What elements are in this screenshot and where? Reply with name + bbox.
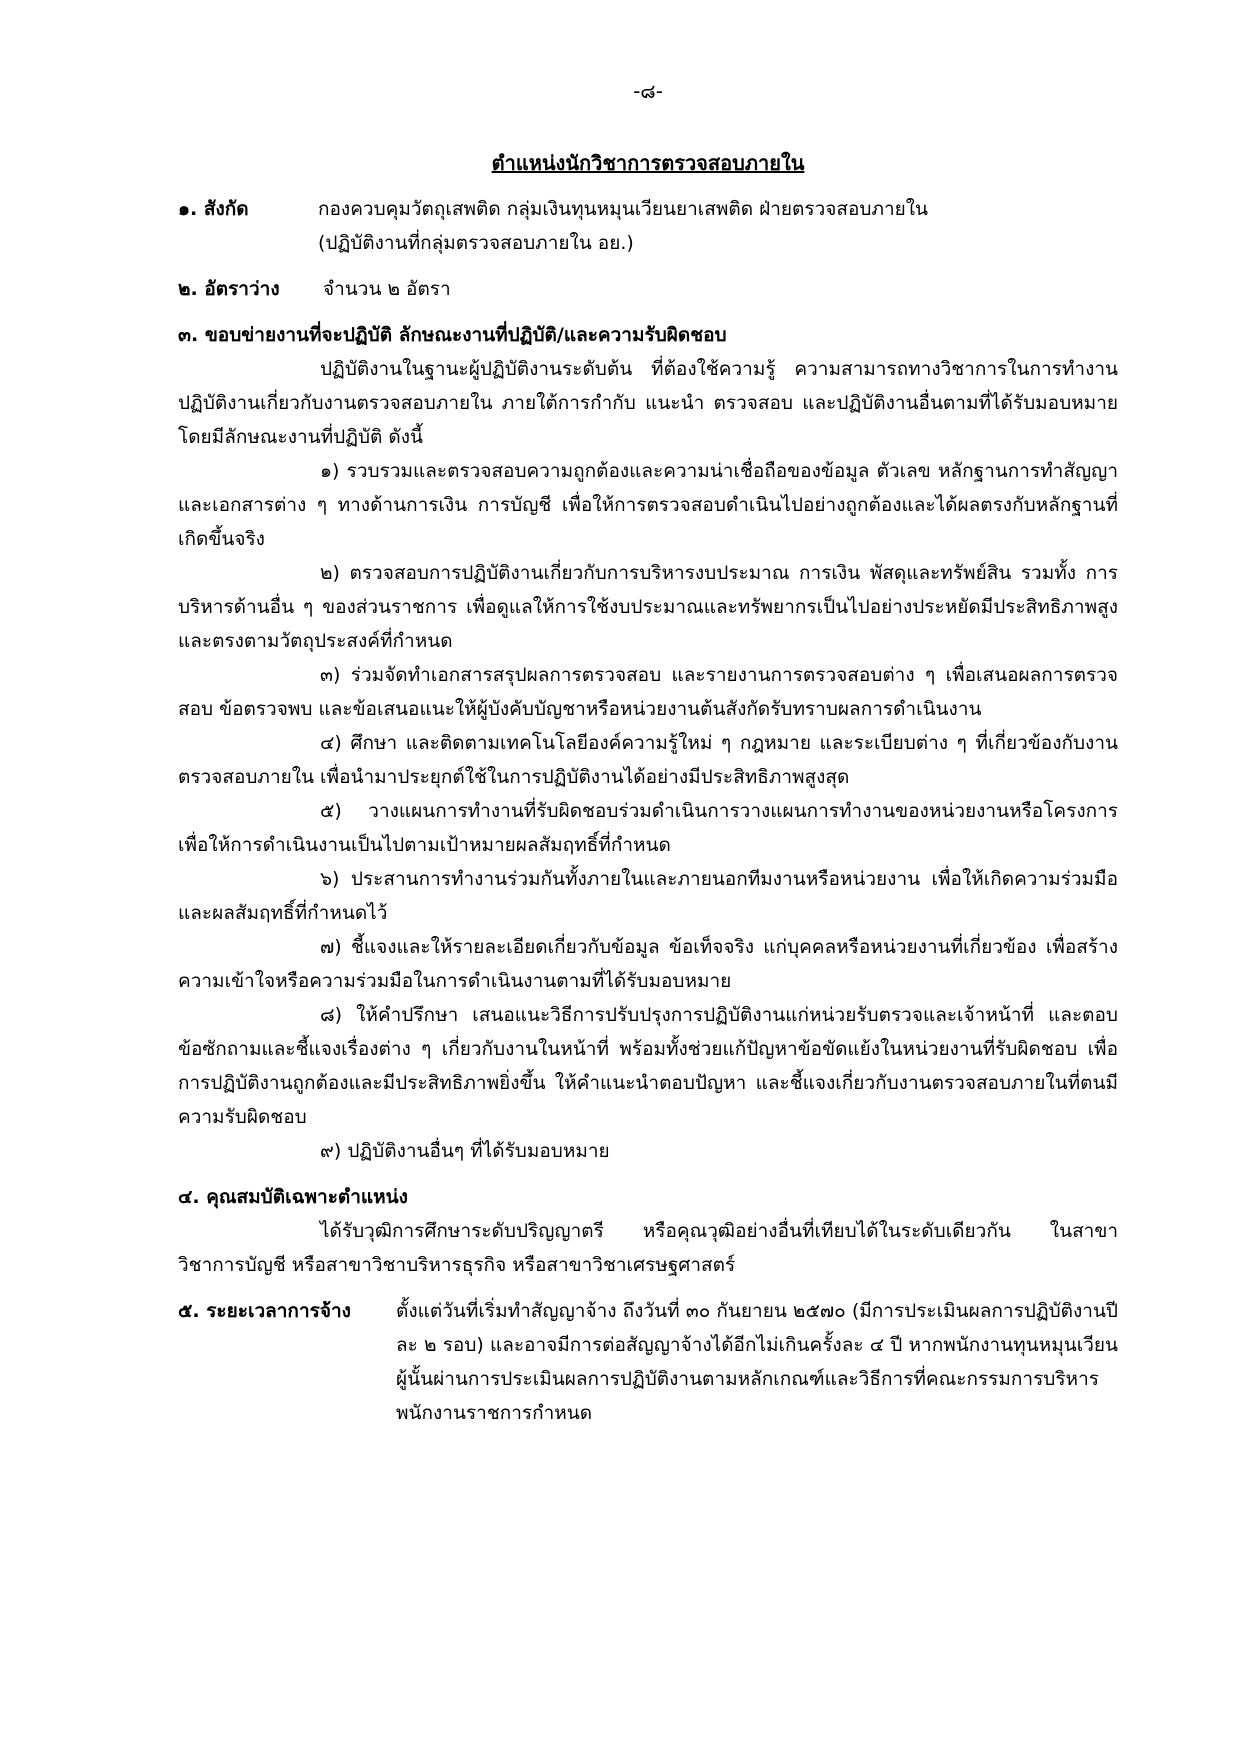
section-employment-period-text: ตั้งแต่วันที่เริ่มทำสัญญาจ้าง ถึงวันที่ ๓๐ กันยายน ๒๕๗๐ (มีการประเมินผลการปฏิบัติงานปีละ ๒ รอบ) และอาจมีการต่อสัญญาจ้างได้อีกไม่เกินครั้งละ ๔ ปี หากพนักงานทุนหมุนเวียนผู้นั้นผ่านการประเมินผลการปฏิบัติงานตามหลักเกณฑ์และวิธีการที่คณะกรรมการบริหารพนักงานราชการกำหนด bbox=[396, 1300, 1118, 1424]
section-affiliation-label: ๑. สังกัด bbox=[178, 198, 249, 220]
section-scope-intro: ปฏิบัติงานในฐานะผู้ปฏิบัติงานระดับต้น ที่ต้องใช้ความรู้ ความสามารถทางวิชาการในการทำงาน ปฏิบัติงานเกี่ยวกับงานตรวจสอบภายใน ภายใต้การกำกับ แนะนำ ตรวจสอบ และปฏิบัติงานอื่นตามที่ได้รับมอบหมายโดยมีลักษณะงานที่ปฏิบัติ ดังนี้ bbox=[178, 358, 1118, 448]
section-vacancy-label: ๒. อัตราว่าง bbox=[178, 278, 280, 300]
scope-item-3: ๓) ร่วมจัดทำเอกสารสรุปผลการตรวจสอบ และรายงานการตรวจสอบต่าง ๆ เพื่อเสนอผลการตรวจสอบ ข้อตรวจพบ และข้อเสนอแนะให้ผู้บังคับบัญชาหรือหน่วยงานต้นสังกัดรับทราบผลการดำเนินงาน bbox=[178, 664, 1118, 720]
affiliation-line-1: กองควบคุมวัตถุเสพติด กลุ่มเงินทุนหมุนเวียนยาเสพติด ฝ่ายตรวจสอบภายใน bbox=[318, 198, 929, 220]
scope-item-6: ๖) ประสานการทำงานร่วมกันทั้งภายในและภายนอกทีมงานหรือหน่วยงาน เพื่อให้เกิดความร่วมมือและผลสัมฤทธิ์ที่กำหนดไว้ bbox=[178, 868, 1118, 924]
section-qualification-text: ได้รับวุฒิการศึกษาระดับปริญญาตรี หรือคุณวุฒิอย่างอื่นที่เทียบได้ในระดับเดียวกัน ในสาขาวิชาการบัญชี หรือสาขาวิชาบริหารธุรกิจ หรือสาขาวิชาเศรษฐศาสตร์ bbox=[178, 1220, 1118, 1276]
section-affiliation-body bbox=[318, 192, 1118, 260]
affiliation-line-2: (ปฏิบัติงานที่กลุ่มตรวจสอบภายใน อย.) bbox=[318, 232, 634, 254]
section-vacancy-text: จำนวน ๒ อัตรา bbox=[323, 278, 451, 300]
scope-item-8: ๘) ให้คำปรึกษา เสนอแนะวิธีการปรับปรุงการปฏิบัติงานแก่หน่วยรับตรวจและเจ้าหน้าที่ และตอบข้อซักถามและชี้แจงเรื่องต่าง ๆ เกี่ยวกับงานในหน้าที่ พร้อมทั้งช่วยแก้ปัญหาข้อขัดแย้งในหน่วยงานที่รับผิดชอบ เพื่อการปฏิบัติงานถูกต้องและมีประสิทธิภาพยิ่งขึ้น ให้คำแนะนำตอบปัญหา และชี้แจงเกี่ยวกับงานตรวจสอบภายในที่ตนมีความรับผิดชอบ bbox=[178, 1004, 1118, 1128]
scope-item-4: ๔) ศึกษา และติดตามเทคโนโลยีองค์ความรู้ใหม่ ๆ กฎหมาย และระเบียบต่าง ๆ ที่เกี่ยวข้องกับงานตรวจสอบภายใน เพื่อนำมาประยุกต์ใช้ในการปฏิบัติงานได้อย่างมีประสิทธิภาพสูงสุด bbox=[178, 732, 1118, 788]
scope-item-7: ๗) ชี้แจงและให้รายละเอียดเกี่ยวกับข้อมูล ข้อเท็จจริง แก่บุคคลหรือหน่วยงานที่เกี่ยวข้อง เพื่อสร้างความเข้าใจหรือความร่วมมือในการดำเนินงานตามที่ได้รับมอบหมาย bbox=[178, 936, 1118, 992]
scope-item-2: ๒) ตรวจสอบการปฏิบัติงานเกี่ยวกับการบริหารงบประมาณ การเงิน พัสดุและทรัพย์สิน รวมทั้ง การบริหารด้านอื่น ๆ ของส่วนราชการ เพื่อดูแลให้การใช้งบประมาณและทรัพยากรเป็นไปอย่างประหยัดมีประสิทธิภาพสูง และตรงตามวัตถุประสงค์ที่กำหนด bbox=[178, 562, 1118, 652]
document-page bbox=[178, 74, 1118, 1430]
scope-item-1: ๑) รวบรวมและตรวจสอบความถูกต้องและความน่าเชื่อถือของข้อมูล ตัวเลข หลักฐานการทำสัญญา และเอกสารต่าง ๆ ทางด้านการเงิน การบัญชี เพื่อให้การตรวจสอบดำเนินไปอย่างถูกต้องและได้ผลตรงกับหลักฐานที่เกิดขึ้นจริง bbox=[178, 460, 1118, 550]
section-scope-heading: ๓. ขอบข่ายงานที่จะปฏิบัติ ลักษณะงานที่ปฏิบัติ/และความรับผิดชอบ bbox=[178, 324, 727, 346]
section-affiliation bbox=[178, 192, 1118, 260]
section-employment-period-label: ๕. ระยะเวลาการจ้าง bbox=[178, 1300, 351, 1322]
page-title: ตำแหน่งนักวิชาการตรวจสอบภายใน bbox=[491, 151, 805, 175]
section-qualification-heading: ๔. คุณสมบัติเฉพาะตำแหน่ง bbox=[178, 1186, 408, 1208]
scope-item-5: ๕) วางแผนการทำงานที่รับผิดชอบร่วมดำเนินการวางแผนการทำงานของหน่วยงานหรือโครงการเพื่อให้การดำเนินงานเป็นไปตามเป้าหมายผลสัมฤทธิ์ที่กำหนด bbox=[178, 800, 1118, 856]
section-employment-period bbox=[178, 1294, 1118, 1430]
page-number: -๘- bbox=[633, 79, 663, 103]
section-vacancy bbox=[178, 272, 1118, 306]
scope-item-9: ๙) ปฏิบัติงานอื่นๆ ที่ได้รับมอบหมาย bbox=[320, 1140, 610, 1162]
